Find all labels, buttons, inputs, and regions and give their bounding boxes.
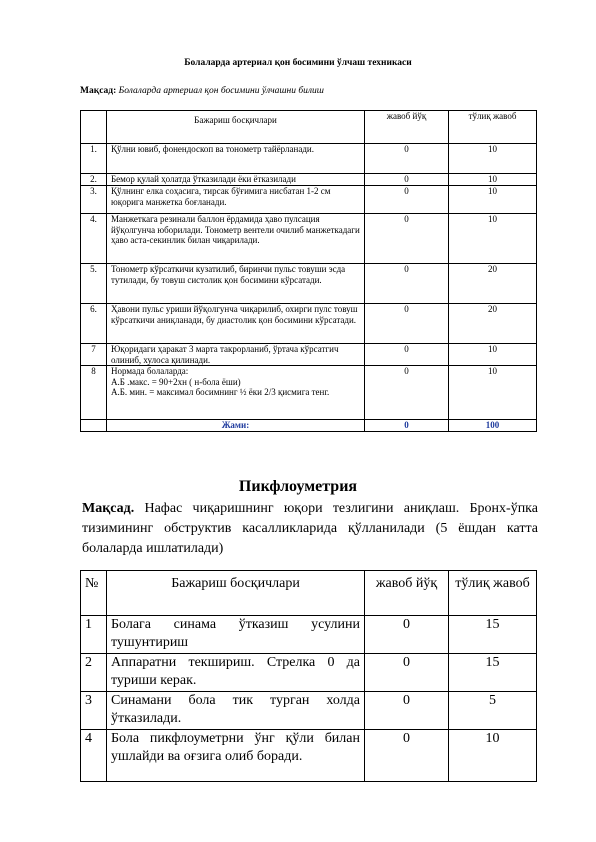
row-full-answer-score: 10: [449, 366, 537, 420]
row-full-answer-score: 10: [449, 144, 537, 174]
table-row: [81, 174, 537, 186]
row-number: 7: [81, 344, 107, 366]
table-row: [81, 730, 537, 782]
header-steps: Бажариш босқичлари: [107, 571, 365, 616]
row-full-answer-score: 10: [449, 214, 537, 264]
header-full-answer: тўлиқ жавоб: [449, 571, 537, 616]
row-no-answer-score: 0: [365, 264, 449, 304]
row-no-answer-score: 0: [365, 366, 449, 420]
bp-measurement-table: [80, 110, 537, 432]
section2-title: Пикфлоуметрия: [238, 478, 358, 495]
table-row: [81, 344, 537, 366]
header-no-answer: жавоб йўқ: [365, 111, 449, 144]
header-num: №: [81, 571, 107, 616]
row-no-answer-score: 0: [365, 616, 449, 654]
row-number: 1: [81, 616, 107, 654]
table-row: [81, 186, 537, 214]
row-no-answer-score: 0: [365, 174, 449, 186]
row-full-answer-score: 15: [449, 616, 537, 654]
row-number: 2.: [81, 174, 107, 186]
row-full-answer-score: 10: [449, 174, 537, 186]
table-row: [81, 214, 537, 264]
row-step-text: Қўлнинг елка соҳасига, тирсак бўғимига нисбатан 1-2 см юқорига манжетка боғланади.: [107, 186, 365, 214]
row-step-text: Синамани бола тик турган холда ўтказилади.: [107, 692, 365, 730]
row-no-answer-score: 0: [365, 654, 449, 692]
total-no: 0: [365, 420, 449, 432]
row-step-text: Аппаратни текшириш. Стрелка 0 да туриши керак.: [107, 654, 365, 692]
table-header-row: [81, 111, 537, 144]
section1-title: Болаларда артериал қон босимини ўлчаш техникаси: [184, 58, 412, 68]
row-step-text: Қўлни ювиб, фонендоскоп ва тонометр тайёрланади.: [107, 144, 365, 174]
table-row: [81, 304, 537, 344]
row-full-answer-score: 20: [449, 304, 537, 344]
row-no-answer-score: 0: [365, 344, 449, 366]
row-number: 5.: [81, 264, 107, 304]
row-number: 3: [81, 692, 107, 730]
row-step-text: Манжеткага резинали баллон ёрдамида ҳаво пулсация йўқолгунча юборилади. Тонометр вентели очилиб манжеткадаги ҳаво аста-секинлик билан чиқарилади.: [107, 214, 365, 264]
table-row: [81, 264, 537, 304]
row-step-text: Нормада болаларда: А.Б .макс. = 90+2хн ( н-бола ёши) А.Б. мин. = максимал босимнинг ½ ёки 2/3 қисмига тенг.: [107, 366, 365, 420]
row-step-text: Бола пикфлоуметрни ўнг қўли билан ушлайди ва оғзига олиб боради.: [107, 730, 365, 782]
section1-goal-label: Мақсад:: [80, 86, 117, 96]
row-number: 4: [81, 730, 107, 782]
row-full-answer-score: 5: [449, 692, 537, 730]
row-no-answer-score: 0: [365, 144, 449, 174]
section1-goal: [80, 86, 324, 96]
header-steps: Бажариш босқичлари: [107, 111, 365, 144]
table-row: [81, 616, 537, 654]
row-number: 6.: [81, 304, 107, 344]
table-row: [81, 692, 537, 730]
peakflow-table: [80, 570, 537, 782]
total-label: Жами:: [107, 420, 365, 432]
row-no-answer-score: 0: [365, 214, 449, 264]
section2-goal-text: Нафас чиқаришнинг юқори тезлигини аниқлаш. Бронх-ўпка тизимининг обструктив касалликларида қўлланилади (5 ёшдан катта болаларда ишлатилади): [82, 501, 538, 556]
row-full-answer-score: 10: [449, 730, 537, 782]
row-step-text: Тонометр кўрсаткичи кузатилиб, биринчи пульс товуши эсда тутилади, бу товуш систолик қон босимини кўрсатади.: [107, 264, 365, 304]
total-full: 100: [449, 420, 537, 432]
row-no-answer-score: 0: [365, 692, 449, 730]
row-no-answer-score: 0: [365, 186, 449, 214]
row-no-answer-score: 0: [365, 730, 449, 782]
row-no-answer-score: 0: [365, 304, 449, 344]
table-row: [81, 144, 537, 174]
row-number: 1.: [81, 144, 107, 174]
row-number: 2: [81, 654, 107, 692]
row-step-text: Болага синама ўтказиш усулини тушунтириш: [107, 616, 365, 654]
row-number: 8: [81, 366, 107, 420]
header-num: [81, 111, 107, 144]
table-header-row: [81, 571, 537, 616]
row-number: 3.: [81, 186, 107, 214]
header-no-answer: жавоб йўқ: [365, 571, 449, 616]
row-full-answer-score: 10: [449, 344, 537, 366]
row-full-answer-score: 15: [449, 654, 537, 692]
row-number: 4.: [81, 214, 107, 264]
section2-goal: [82, 499, 538, 559]
row-full-answer-score: 10: [449, 186, 537, 214]
row-step-text: Бемор қулай ҳолатда ўтказилади ёки ётказилади: [107, 174, 365, 186]
header-full-answer: тўлиқ жавоб: [449, 111, 537, 144]
row-step-text: Юқоридаги ҳаракат 3 марта такрорланиб, ўртача кўрсатгич олиниб, хулоса қилинади.: [107, 344, 365, 366]
table-total-row: [81, 420, 537, 432]
table-row: [81, 366, 537, 420]
row-full-answer-score: 20: [449, 264, 537, 304]
total-empty: [81, 420, 107, 432]
section2-goal-label: Мақсад.: [82, 501, 135, 516]
table-row: [81, 654, 537, 692]
row-step-text: Ҳавони пульс уриши йўқолгунча чиқарилиб, охирги пулс товуш кўрсаткичи аниқланади, бу диастолик қон босимини кўрсатади.: [107, 304, 365, 344]
section1-goal-text: Болаларда артериал қон босимини ўлчашни билиш: [116, 86, 324, 96]
